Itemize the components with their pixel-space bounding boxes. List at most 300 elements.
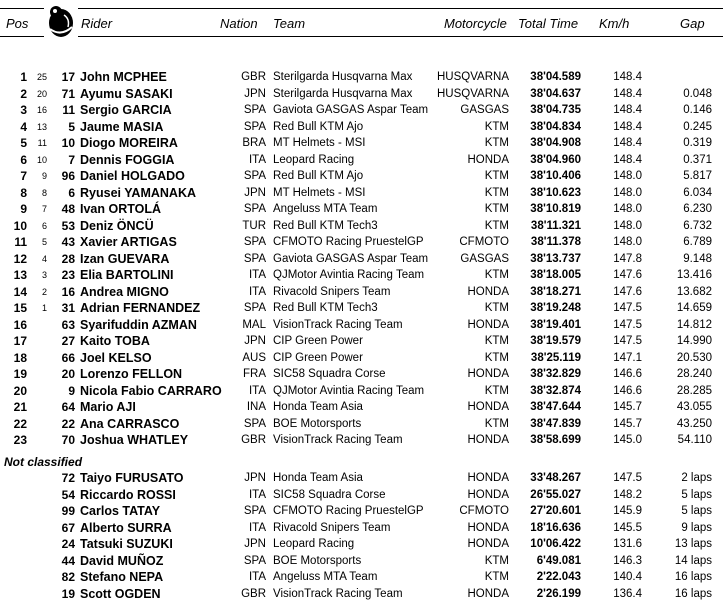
motorcycle: HONDA [467,285,509,298]
rider-name: John MCPHEE [80,70,167,84]
rider-number: 54 [61,487,75,502]
motorcycle: KTM [484,351,509,364]
position: 15 [13,301,27,315]
table-header [0,0,723,46]
team-name: VisionTrack Racing Team [273,318,403,331]
rider-name: Sergio GARCIA [80,103,172,117]
nation: ITA [248,571,266,583]
motorcycle: KTM [484,384,509,397]
grid-position: 9 [41,171,47,181]
total-time: 10'06.422 [530,538,581,550]
table-row [0,470,723,486]
total-time: 38'58.699 [530,434,581,446]
position: 22 [13,416,27,431]
nation: JPN [244,186,266,199]
nation: ITA [248,521,266,534]
speed-kmh: 148.4 [613,87,642,100]
header-bottom-rule [0,36,723,37]
speed-kmh: 148.4 [613,120,642,133]
nation: JPN [244,538,266,550]
table-row [0,218,723,234]
motorcycle: GASGAS [460,252,509,265]
rider-number: 67 [61,520,75,535]
rider-number: 64 [61,400,75,414]
total-time: 26'55.027 [530,488,581,501]
total-time: 38'04.834 [530,120,581,133]
gap: 13.416 [676,269,712,281]
rider-name: Dennis FOGGIA [80,152,175,167]
speed-kmh: 145.5 [613,521,642,534]
table-row [0,201,723,217]
motorcycle: HUSQVARNA [437,71,509,83]
table-row [0,284,723,300]
speed-kmh: 145.7 [613,401,642,413]
col-pos: Pos [6,16,29,31]
speed-kmh: 145.9 [613,505,642,517]
position: 9 [20,202,27,216]
nation: ITA [248,285,266,298]
rider-number: 99 [61,504,75,518]
motorcycle: CFMOTO [459,236,509,248]
rider-number: 27 [61,334,75,348]
speed-kmh: 148.0 [613,219,642,232]
position: 19 [13,367,27,381]
total-time: 2'26.199 [536,587,581,600]
rider-number: 6 [68,185,75,200]
position: 3 [20,103,27,117]
motorcycle: HONDA [467,538,509,550]
col-rider: Rider [81,16,113,31]
rider-name: Deniz ÖNCÜ [80,218,154,233]
grid-position: 2 [41,286,47,297]
speed-kmh: 147.5 [613,335,642,347]
motorcycle: KTM [484,302,509,314]
grid-position: 8 [41,187,47,198]
grid-position: 5 [41,237,47,247]
gap: 14.812 [676,318,712,331]
motorcycle: HONDA [467,488,509,501]
grid-position: 3 [41,270,47,280]
rider-name: Xavier ARTIGAS [80,235,177,249]
rider-number: 23 [61,268,75,282]
rider-number: 7 [68,152,75,167]
rider-name: Tatsuki SUZUKI [80,537,173,551]
team-name: QJMotor Avintia Racing Team [273,384,425,397]
gap: 14.659 [676,302,712,314]
total-time: 38'04.960 [530,153,581,166]
position: 11 [14,235,27,249]
total-time: 38'47.839 [530,417,581,430]
nation: ITA [248,269,266,281]
gap: 6.789 [683,236,712,248]
rider-name: Taiyo FURUSATO [80,471,184,485]
motorcycle: KTM [484,203,509,215]
nation: SPA [243,120,266,133]
total-time: 38'04.589 [530,71,581,83]
gap: 5 laps [681,505,712,517]
nation: TUR [242,219,266,232]
nation: BRA [242,137,266,149]
rider-number: 5 [68,119,75,134]
team-name: Leopard Racing [273,538,355,550]
motorcycle: KTM [484,335,509,347]
gap: 6.230 [683,203,712,215]
rider-name: Syarifuddin AZMAN [80,317,197,332]
motorcycle: KTM [484,417,509,430]
total-time: 18'16.636 [530,521,581,534]
position: 8 [20,185,27,200]
speed-kmh: 148.0 [613,236,642,248]
rider-number: 17 [61,70,75,84]
gap: 16 laps [674,587,712,600]
total-time: 38'19.579 [530,335,581,347]
grid-position: 4 [41,253,47,264]
total-time: 38'04.735 [530,104,581,116]
rider-number: 82 [61,570,75,584]
speed-kmh: 148.2 [613,488,642,501]
position: 5 [20,136,27,150]
rider-name: Daniel HOLGADO [80,169,185,183]
position: 16 [13,317,27,332]
total-time: 6'49.081 [536,554,581,567]
speed-kmh: 148.0 [613,203,642,215]
table-row [0,69,723,85]
position: 7 [20,169,27,183]
table-row [0,152,723,168]
rider-number: 72 [61,471,75,485]
nation: SPA [243,252,266,265]
gap: 0.371 [683,153,712,166]
table-row [0,520,723,536]
team-name: Rivacold Snipers Team [273,521,391,534]
nation: SPA [243,505,266,517]
gap: 14.990 [676,335,712,347]
rider-number: 20 [61,367,75,381]
rider-name: David MUÑOZ [80,553,164,568]
gap: 0.245 [683,120,712,133]
total-time: 38'10.623 [530,186,581,199]
speed-kmh: 131.6 [613,538,642,550]
rider-number: 9 [68,383,75,398]
speed-kmh: 147.1 [613,351,642,364]
nation: SPA [243,170,266,182]
speed-kmh: 146.6 [613,384,642,397]
team-name: Sterilgarda Husqvarna Max [273,87,413,100]
nation: SPA [243,302,266,314]
team-name: Honda Team Asia [273,472,363,484]
team-name: Leopard Racing [273,153,355,166]
rider-name: Mario AJI [80,400,136,414]
rider-number: 71 [61,86,75,101]
total-time: 38'04.908 [530,137,581,149]
grid-position: 16 [36,105,47,115]
nation: GBR [241,71,266,83]
nation: AUS [242,351,266,364]
nation: FRA [243,368,266,380]
motorcycle: CFMOTO [459,505,509,517]
table-row [0,586,723,602]
team-name: Sterilgarda Husqvarna Max [273,71,413,83]
rider-number: 63 [61,317,75,332]
table-row [0,553,723,569]
total-time: 27'20.601 [530,505,581,517]
table-row [0,536,723,552]
rider-number: 44 [61,553,75,568]
total-time: 38'13.737 [530,252,581,265]
rider-name: Adrian FERNANDEZ [80,301,201,315]
total-time: 38'11.378 [530,236,581,248]
speed-kmh: 145.7 [613,417,642,430]
position: 14 [13,284,27,299]
table-row [0,86,723,102]
position: 6 [20,152,27,167]
nation: JPN [244,472,266,484]
position: 18 [13,350,27,365]
gap: 0.146 [683,104,712,116]
col-nation: Nation [220,16,258,31]
team-name: Gaviota GASGAS Aspar Team [273,104,429,116]
nation: ITA [248,153,266,166]
total-time: 38'25.119 [530,351,581,364]
team-name: Red Bull KTM Ajo [273,120,364,133]
total-time: 38'04.637 [530,87,581,100]
rider-number: 66 [61,350,75,365]
table-row [0,267,723,283]
nation: SPA [243,203,266,215]
total-time: 38'18.005 [530,269,581,281]
nation: SPA [243,104,266,116]
team-name: CIP Green Power [273,351,363,364]
total-time: 38'47.644 [530,401,581,413]
position: 1 [20,70,27,84]
header-top-rule [0,8,723,9]
rider-name: Ryusei YAMANAKA [80,185,197,200]
team-name: BOE Motorsports [273,417,362,430]
nation: GBR [241,587,266,600]
motorcycle: HONDA [467,401,509,413]
col-gap: Gap [680,16,705,31]
gap: 2 laps [681,472,712,484]
rider-number: 48 [61,202,75,216]
table-row [0,135,723,151]
grid-position: 1 [41,303,47,313]
grid-position: 25 [36,72,47,82]
team-name: Honda Team Asia [273,401,363,413]
motorcycle: GASGAS [460,104,509,116]
rider-number: 11 [62,103,75,117]
team-name: MT Helmets - MSI [273,186,366,199]
table-row [0,503,723,519]
table-row [0,251,723,267]
rider-name: Alberto SURRA [80,520,172,535]
table-row [0,234,723,250]
motorcycle: KTM [484,219,509,232]
rider-number: 19 [61,586,75,601]
position: 12 [13,251,27,266]
nation: SPA [243,236,266,248]
grid-position: 6 [41,220,47,231]
speed-kmh: 147.6 [613,269,642,281]
speed-kmh: 148.0 [613,186,642,199]
nation: ITA [248,384,266,397]
motorcycle: KTM [484,120,509,133]
team-name: QJMotor Avintia Racing Team [273,269,425,281]
rider-name: Scott OGDEN [80,586,161,601]
grid-position: 10 [36,154,47,165]
position: 23 [13,433,27,447]
position: 4 [20,119,27,134]
total-time: 38'10.406 [530,170,581,182]
motorcycle: HONDA [467,472,509,484]
gap: 14 laps [674,554,712,567]
nation: GBR [241,434,266,446]
position: 20 [13,383,27,398]
rider-number: 28 [61,251,75,266]
speed-kmh: 136.4 [613,587,642,600]
rider-name: Ivan ORTOLÁ [80,202,162,216]
col-total-time: Total Time [518,16,579,31]
nation: ITA [248,488,266,501]
position: 2 [20,86,27,101]
rider-number: 70 [61,433,75,447]
rider-name: Izan GUEVARA [80,251,170,266]
rider-name: Kaito TOBA [80,334,150,348]
total-time: 38'10.819 [530,203,581,215]
motorcycle: HUSQVARNA [437,87,509,100]
table-row [0,366,723,382]
table-row [0,416,723,432]
not-classified-heading: Not classified [4,455,83,469]
speed-kmh: 147.5 [613,318,642,331]
team-name: CFMOTO Racing PruestelGP [273,236,424,248]
speed-kmh: 145.0 [613,434,642,446]
gap: 0.048 [683,87,712,100]
rider-number: 24 [61,537,75,551]
rider-name: Nicola Fabio CARRARO [80,383,222,398]
team-name: Red Bull KTM Tech3 [273,219,378,232]
gap: 20.530 [676,351,712,364]
grid-position: 7 [41,204,47,214]
rider-number: 96 [61,169,75,183]
position: 17 [13,334,27,348]
speed-kmh: 147.8 [613,252,642,265]
speed-kmh: 148.4 [613,137,642,149]
table-row [0,119,723,135]
rider-name: Carlos TATAY [80,504,161,518]
nation: JPN [244,335,266,347]
team-name: Red Bull KTM Tech3 [273,302,378,314]
table-row [0,300,723,316]
rider-name: Joshua WHATLEY [80,433,189,447]
total-time: 33'48.267 [530,472,581,484]
gap: 9 laps [681,521,712,534]
position: 13 [13,268,27,282]
position: 10 [13,218,27,233]
rider-number: 53 [61,218,75,233]
motorcycle: HONDA [467,587,509,600]
rider-name: Jaume MASIA [80,119,164,134]
motorcycle: KTM [484,170,509,182]
rider-number: 43 [61,235,75,249]
col-team: Team [273,16,306,31]
gap: 13.682 [676,285,712,298]
team-name: Angeluss MTA Team [273,203,378,215]
speed-kmh: 140.4 [613,571,642,583]
gap: 54.110 [677,434,712,446]
position: 21 [13,400,27,414]
nation: JPN [244,87,266,100]
gap: 5 laps [681,488,712,501]
total-time: 38'32.829 [530,368,581,380]
speed-kmh: 148.4 [613,104,642,116]
table-row [0,432,723,448]
table-row [0,383,723,399]
table-row [0,569,723,585]
col-motorcycle: Motorcycle [444,16,507,31]
gap: 0.319 [683,137,712,149]
gap: 5.817 [683,170,712,182]
rider-name: Ayumu SASAKI [80,86,173,101]
table-row [0,102,723,118]
rider-name: Ana CARRASCO [80,416,180,431]
speed-kmh: 146.6 [613,368,642,380]
speed-kmh: 148.4 [613,71,642,83]
total-time: 38'18.271 [530,285,581,298]
team-name: Red Bull KTM Ajo [273,170,364,182]
motorcycle: HONDA [467,368,509,380]
nation: SPA [243,417,266,430]
rider-number: 10 [61,136,75,150]
col-kmh: Km/h [599,16,630,31]
gap: 16 laps [674,571,712,583]
motorcycle: HONDA [467,153,509,166]
gap: 6.034 [683,186,712,199]
motorcycle: KTM [484,554,509,567]
gap: 43.250 [676,417,712,430]
speed-kmh: 148.4 [613,153,642,166]
rider-name: Andrea MIGNO [80,284,169,299]
motorcycle-rider-icon [44,3,78,39]
table-row [0,487,723,503]
rider-number: 22 [61,416,75,431]
total-time: 2'22.043 [536,571,581,583]
motorcycle: HONDA [467,434,509,446]
nation: SPA [243,554,266,567]
gap: 9.148 [683,252,712,265]
table-row [0,333,723,349]
rider-number: 16 [61,284,75,299]
table-row [0,350,723,366]
team-name: BOE Motorsports [273,554,362,567]
gap: 28.285 [676,384,712,397]
speed-kmh: 147.5 [613,472,642,484]
motorcycle: HONDA [467,521,509,534]
team-name: Rivacold Snipers Team [273,285,391,298]
table-row [0,168,723,184]
rider-number: 31 [61,301,75,315]
rider-name: Lorenzo FELLON [80,367,183,381]
team-name: VisionTrack Racing Team [273,587,403,600]
team-name: CFMOTO Racing PruestelGP [273,505,424,517]
total-time: 38'19.401 [530,318,581,331]
motorcycle: KTM [484,571,509,583]
team-name: Angeluss MTA Team [273,571,378,583]
table-row [0,185,723,201]
rider-name: Elia BARTOLINI [80,268,174,282]
team-name: MT Helmets - MSI [273,137,366,149]
team-name: CIP Green Power [273,335,363,347]
gap: 28.240 [676,368,712,380]
